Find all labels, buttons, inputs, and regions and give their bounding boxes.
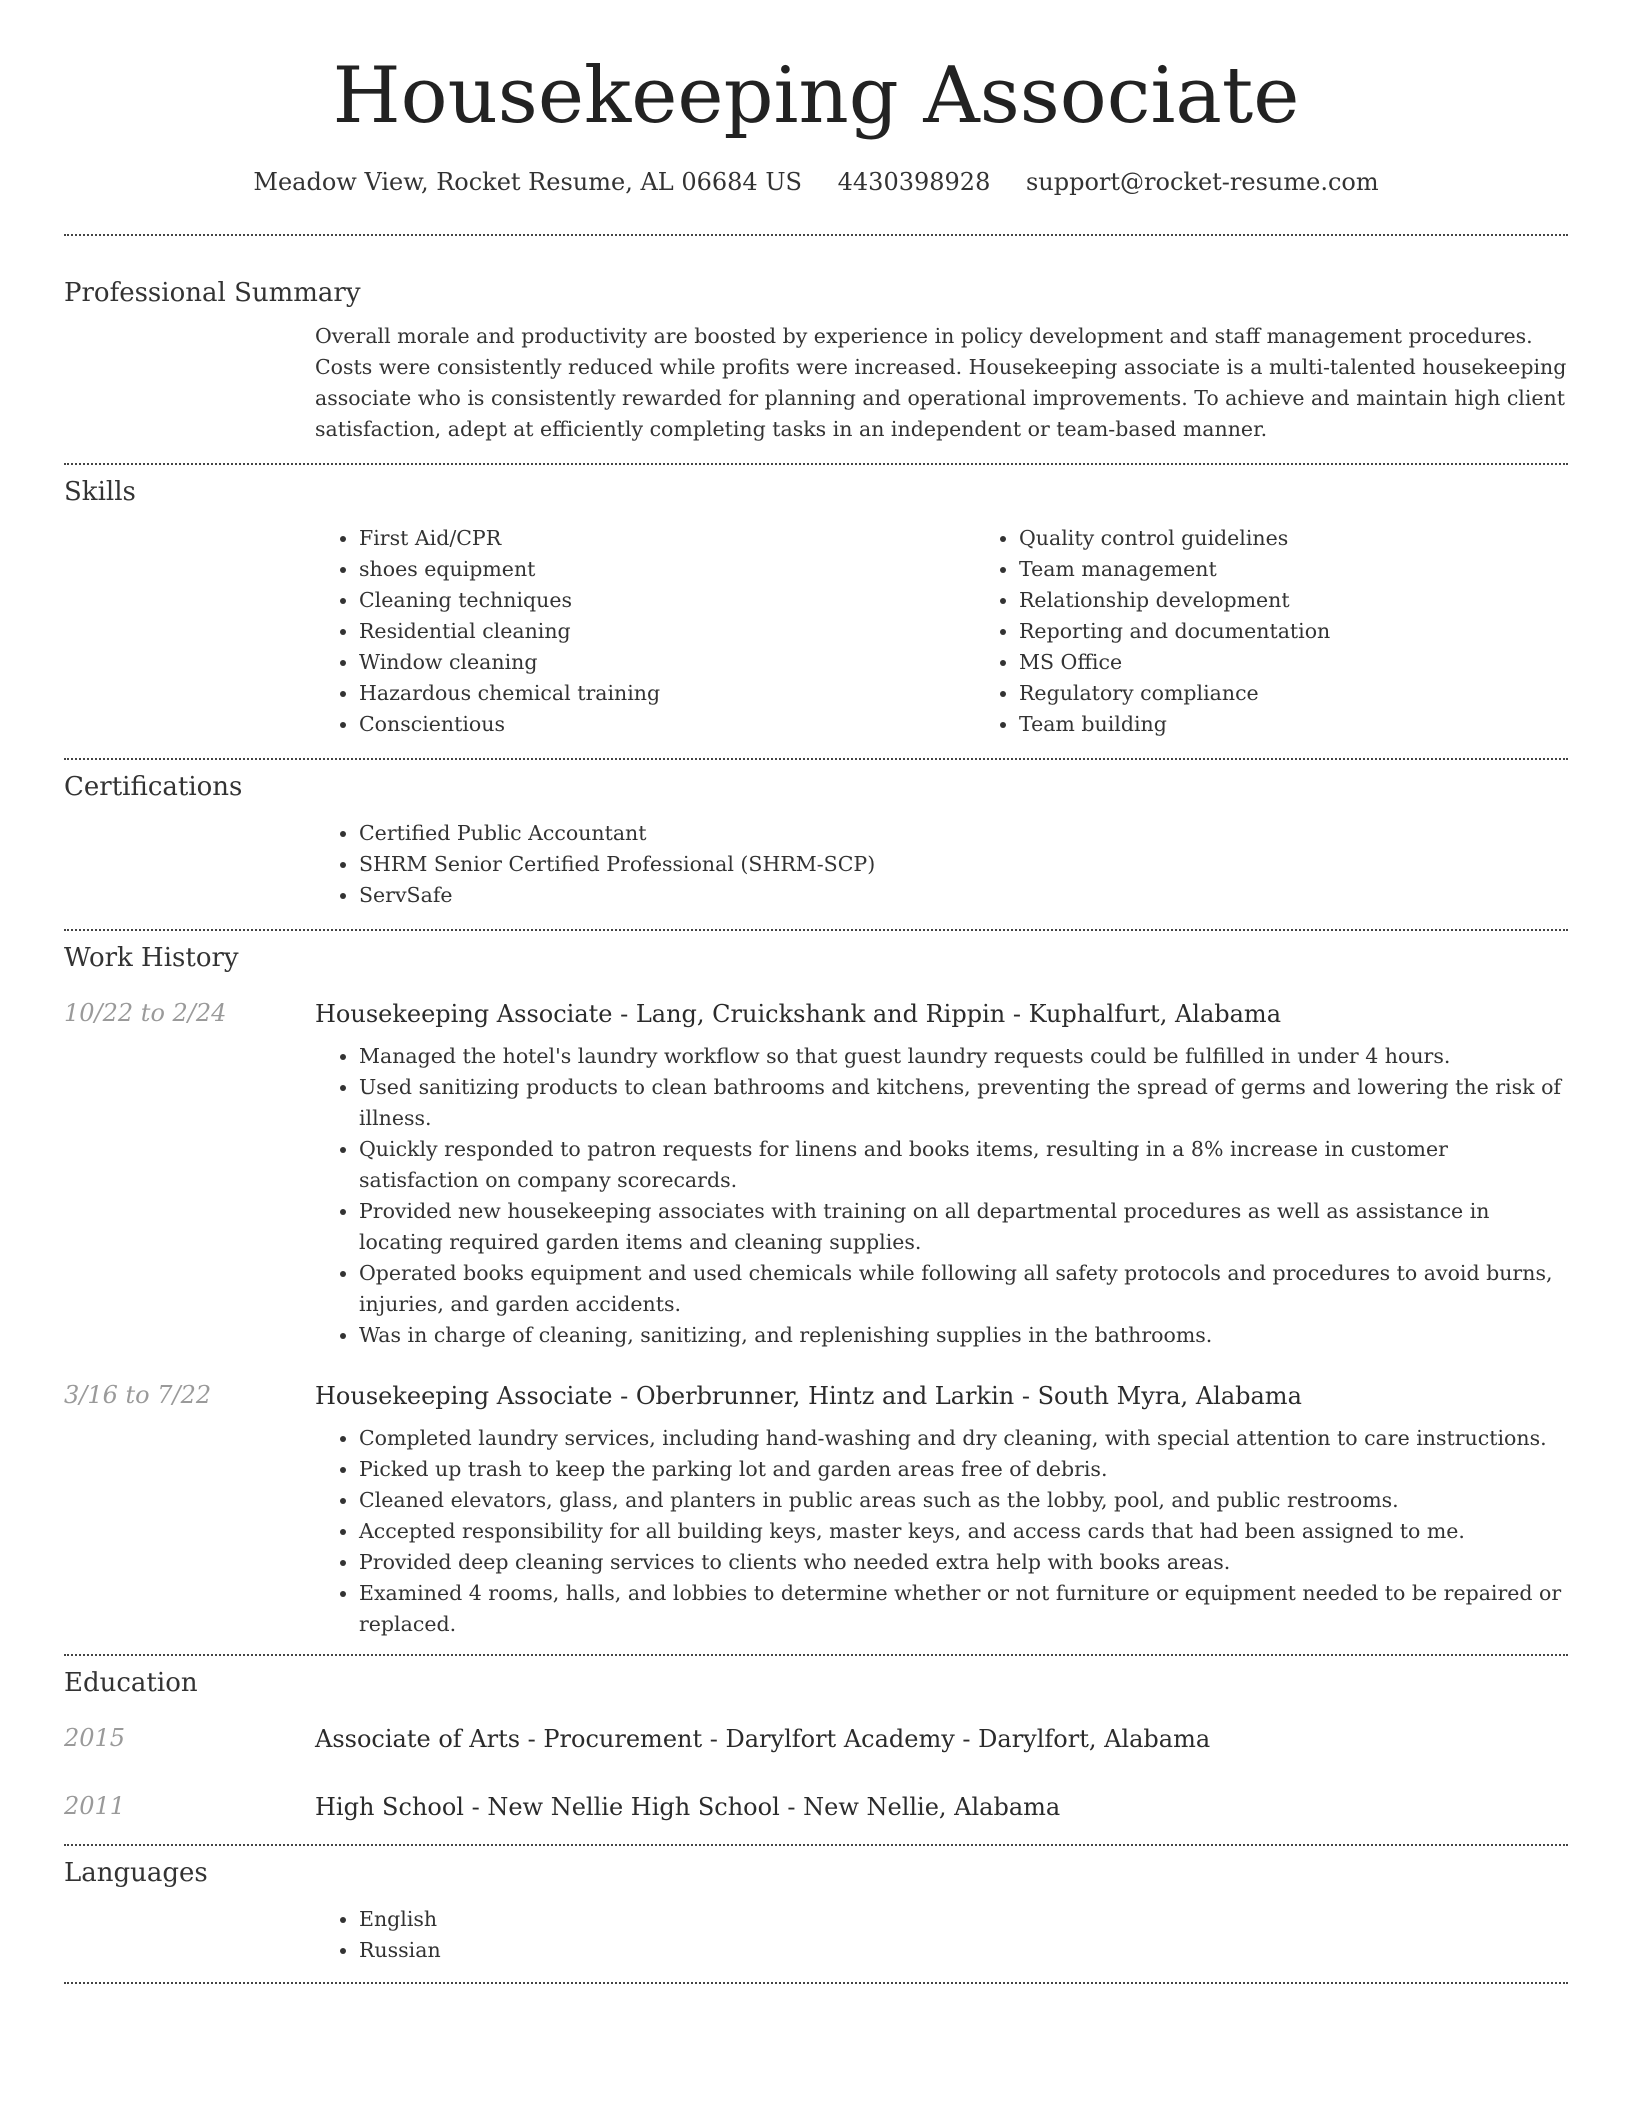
- contact-phone: 4430398928: [837, 167, 991, 196]
- education-heading: Associate of Arts - Procurement - Darylfort Academy - Darylfort, Alabama: [315, 1724, 1211, 1753]
- job-bullet: • Quickly responded to patron requests for linens and books items, resulting in a 8% increase in customer satisfaction on company scorecards.: [359, 1134, 1568, 1196]
- education-section: [64, 1656, 1568, 1822]
- section-title-work: Work History: [64, 942, 239, 973]
- skill-item: • Quality control guidelines: [1019, 523, 1632, 554]
- job-bullet: • Accepted responsibility for all building keys, master keys, and access cards that had been assigned to me.: [359, 1516, 1568, 1547]
- education-entry: [64, 1792, 1568, 1822]
- skill-item: • Reporting and documentation: [1019, 616, 1632, 647]
- language-item: • English: [359, 1904, 1568, 1935]
- skill-item: • Team management: [1019, 554, 1632, 585]
- skill-item: • First Aid/CPR: [359, 523, 975, 554]
- certification-item: • SHRM Senior Certified Professional (SHRM-SCP): [359, 849, 1568, 880]
- certifications-list: [315, 818, 1568, 911]
- skill-item: • Team building: [1019, 709, 1632, 740]
- skills-list-right: [975, 523, 1632, 740]
- job-bullet: • Picked up trash to keep the parking lot and garden areas free of debris.: [359, 1454, 1568, 1485]
- skill-item: • Residential cleaning: [359, 616, 975, 647]
- education-heading: High School - New Nellie High School - New Nellie, Alabama: [315, 1792, 1061, 1821]
- section-title-skills: Skills: [64, 476, 136, 507]
- job-bullets: [315, 1423, 1568, 1640]
- summary-text: Overall morale and productivity are boosted by experience in policy development and staff management procedures. Costs were consistently reduced while profits were increased. Housekeeping associate is a multi-talented housekeeping associate who is consistently rewarded for planning and operational improvements. To achieve and maintain high client satisfaction, adept at efficiently completing tasks in an independent or team-based manner.: [315, 323, 1567, 441]
- job-bullet: • Was in charge of cleaning, sanitizing, and replenishing supplies in the bathrooms.: [359, 1320, 1568, 1351]
- job-bullet: • Provided deep cleaning services to clients who needed extra help with books areas.: [359, 1547, 1568, 1578]
- job-heading: Housekeeping Associate - Lang, Cruickshank and Rippin - Kuphalfurt, Alabama: [315, 999, 1281, 1028]
- resume-header: [64, 0, 1568, 196]
- divider: [64, 1982, 1568, 1984]
- certification-item: • Certified Public Accountant: [359, 818, 1568, 849]
- skill-item: • shoes equipment: [359, 554, 975, 585]
- job-bullet: • Examined 4 rooms, halls, and lobbies to determine whether or not furniture or equipment needed to be repaired or replaced.: [359, 1578, 1568, 1640]
- job-bullet: • Operated books equipment and used chemicals while following all safety protocols and procedures to avoid burns, injuries, and garden accidents.: [359, 1258, 1568, 1320]
- languages-list: [315, 1904, 1568, 1966]
- job-entry: [64, 999, 1568, 1351]
- job-bullet: • Provided new housekeeping associates with training on all departmental procedures as well as assistance in locating required garden items and cleaning supplies.: [359, 1196, 1568, 1258]
- skill-item: • Relationship development: [1019, 585, 1632, 616]
- languages-section: [64, 1846, 1568, 1966]
- section-title-certifications: Certifications: [64, 771, 243, 802]
- job-entry: [64, 1381, 1568, 1640]
- section-title-education: Education: [64, 1667, 198, 1698]
- certifications-section: [64, 760, 1568, 911]
- section-title-summary: Professional Summary: [64, 277, 361, 308]
- education-year: 2015: [64, 1723, 126, 1752]
- candidate-name: Housekeeping Associate: [332, 51, 1300, 141]
- contact-line: [64, 168, 1568, 196]
- job-bullet: • Completed laundry services, including hand-washing and dry cleaning, with special attention to care instructions.: [359, 1423, 1568, 1454]
- language-item: • Russian: [359, 1935, 1568, 1966]
- work-history-section: [64, 931, 1568, 1640]
- skill-item: • Cleaning techniques: [359, 585, 975, 616]
- certification-item: • ServSafe: [359, 880, 1568, 911]
- skills-list-left: [315, 523, 975, 740]
- skill-item: • Conscientious: [359, 709, 975, 740]
- skills-section: [64, 465, 1568, 740]
- job-dates: 3/16 to 7/22: [64, 1380, 212, 1409]
- skill-item: • MS Office: [1019, 647, 1632, 678]
- skill-item: • Hazardous chemical training: [359, 678, 975, 709]
- job-bullet: • Used sanitizing products to clean bathrooms and kitchens, preventing the spread of germs and lowering the risk of illness.: [359, 1072, 1568, 1134]
- job-bullet: • Cleaned elevators, glass, and planters in public areas such as the lobby, pool, and public restrooms.: [359, 1485, 1568, 1516]
- job-bullets: [315, 1041, 1568, 1351]
- contact-email: support@rocket-resume.com: [1025, 167, 1379, 196]
- skill-item: • Regulatory compliance: [1019, 678, 1632, 709]
- education-year: 2011: [64, 1791, 126, 1820]
- education-entry: [64, 1724, 1568, 1754]
- summary-section: [64, 236, 1568, 445]
- section-title-languages: Languages: [64, 1857, 208, 1888]
- job-dates: 10/22 to 2/24: [64, 998, 227, 1027]
- skill-item: • Window cleaning: [359, 647, 975, 678]
- contact-address: Meadow View, Rocket Resume, AL 06684 US: [253, 167, 802, 196]
- job-heading: Housekeeping Associate - Oberbrunner, Hintz and Larkin - South Myra, Alabama: [315, 1381, 1302, 1410]
- job-bullet: • Managed the hotel's laundry workflow so that guest laundry requests could be fulfilled in under 4 hours.: [359, 1041, 1568, 1072]
